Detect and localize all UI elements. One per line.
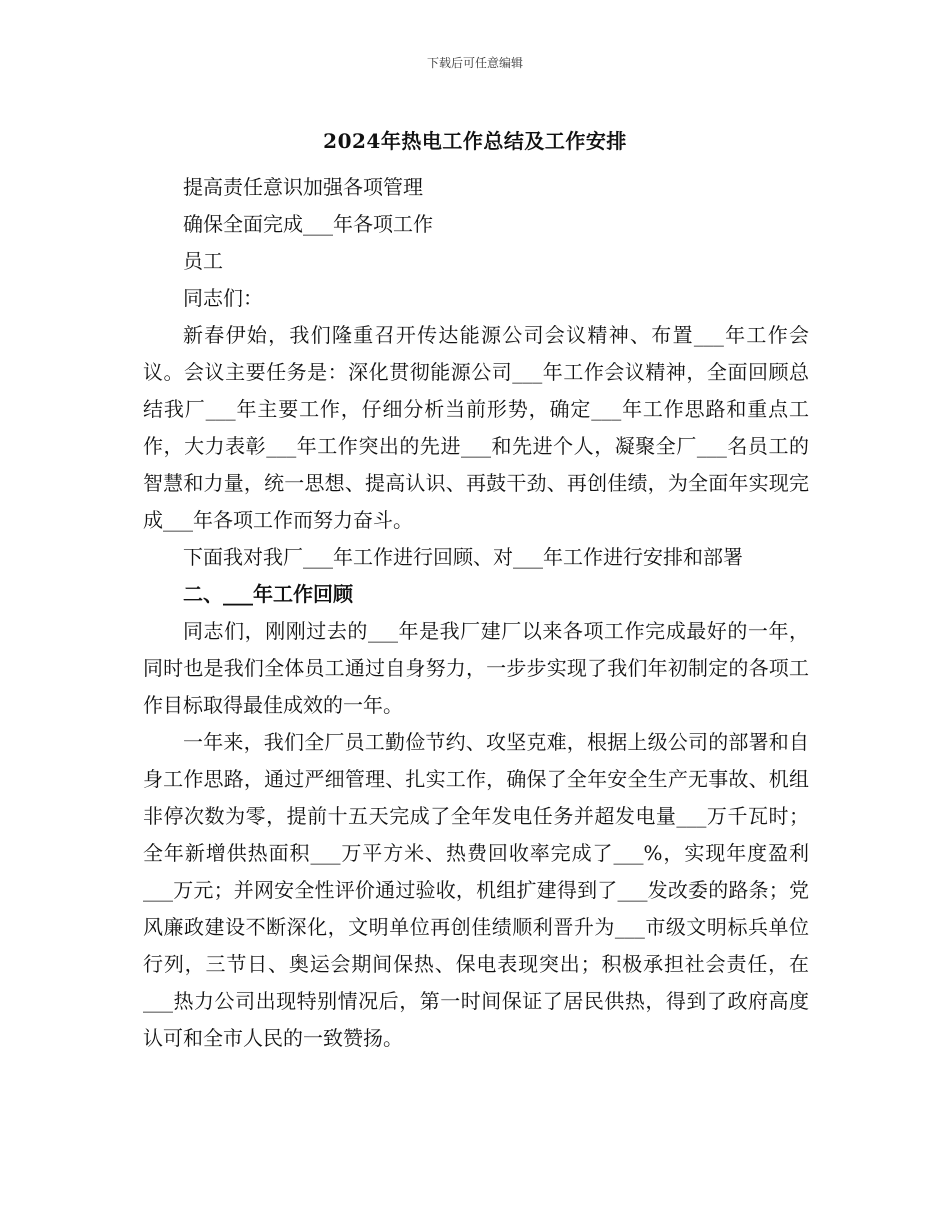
paragraph-review-1: 同志们，刚刚过去的___年是我厂建厂以来各项工作完成最好的一年，同时也是我们全体员工通过自身努力，一步步实现了我们年初制定的各项工作目标取得最佳成效的一年。 [143, 619, 809, 717]
document-body [143, 169, 809, 1057]
paragraph-salutation: 同志们： [183, 286, 263, 310]
paragraph-subtitle-1: 提高责任意识加强各项管理 [183, 175, 423, 199]
section-heading: 二、___年工作回顾 [183, 582, 353, 606]
paragraph-subtitle-2: 确保全面完成___年各项工作 [183, 212, 433, 236]
paragraph-outline: 下面我对我厂___年工作进行回顾、对___年工作进行安排和部署 [183, 545, 743, 569]
paragraph-review-2: 一年来，我们全厂员工勤俭节约、攻坚克难，根据上级公司的部署和自身工作思路，通过严细管理、扎实工作，确保了全年安全生产无事故、机组非停次数为零，提前十五天完成了全年发电任务并超发电量___万千瓦时；全年新增供热面积___万平方米、热费回收率完成了___%，实现年度盈利___万元；并网安全性评价通过验收，机组扩建得到了___发改委的路条；党风廉政建设不断深化，文明单位再创佳绩顺利晋升为___市级文明标兵单位行列，三节日、奥运会期间保热、保电表现突出；积极承担社会责任，在___热力公司出现特别情况后，第一时间保证了居民供热，得到了政府高度认可和全市人民的一致赞扬。 [143, 730, 809, 1050]
document-title: 2024年热电工作总结及工作安排 [323, 129, 627, 153]
paragraph-intro: 新春伊始，我们隆重召开传达能源公司会议精神、布置___年工作会议。会议主要任务是：深化贯彻能源公司___年工作会议精神，全面回顾总结我厂___年主要工作，仔细分析当前形势，确定___年工作思路和重点工作，大力表彰___年工作突出的先进___和先进个人，凝聚全厂___名员工的智慧和力量，统一思想、提高认识、再鼓干劲、再创佳绩，为全面年实现完成___年各项工作而努力奋斗。 [143, 323, 809, 532]
header-note: 下载后可任意编辑 [426, 56, 523, 70]
paragraph-speaker: 员工 [183, 249, 223, 273]
